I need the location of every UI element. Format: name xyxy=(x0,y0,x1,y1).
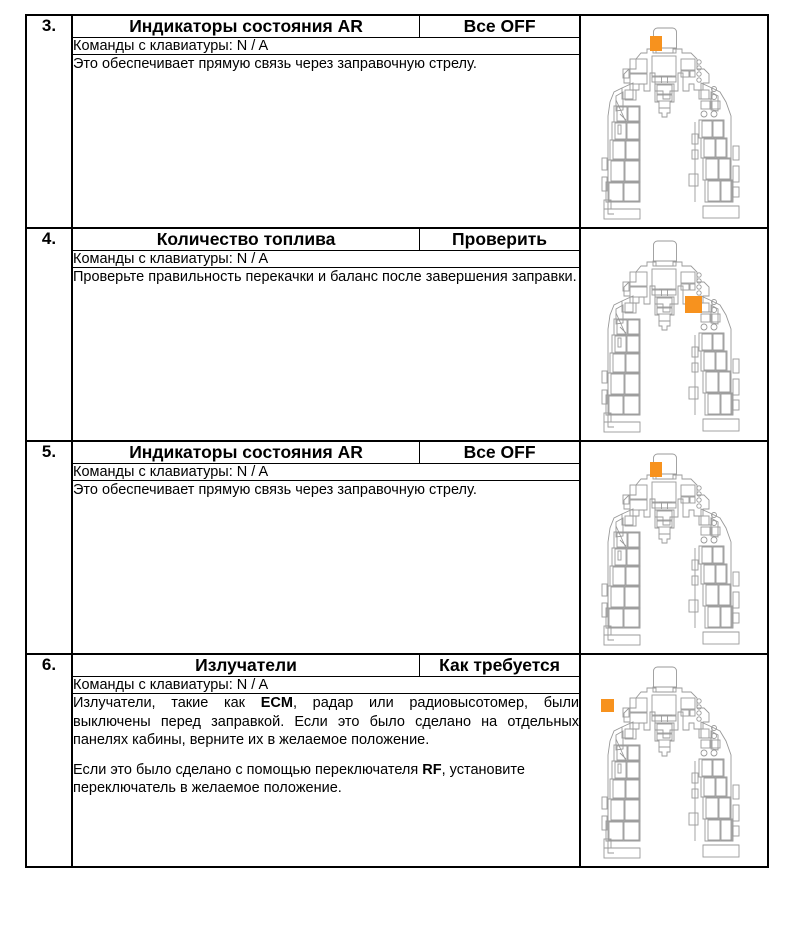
checklist-item-label: Излучатели xyxy=(73,655,420,677)
description-text xyxy=(73,694,579,798)
highlight-marker xyxy=(650,36,662,51)
table-row-4 xyxy=(26,228,768,441)
keyboard-commands-label: Команды с клавиатуры: N / A xyxy=(73,38,579,55)
row-number: 5. xyxy=(26,441,72,654)
cockpit-panel-diagram-row-3 xyxy=(589,22,759,227)
row-number: 6. xyxy=(26,654,72,867)
row-number: 4. xyxy=(26,228,72,441)
table-row-5 xyxy=(26,441,768,654)
checklist-action-label: Проверить xyxy=(420,229,579,251)
description-paragraph: Это обеспечивает прямую связь через заправочную стрелу. xyxy=(73,56,477,72)
cockpit-panel-diagram-row-4 xyxy=(589,235,759,440)
description-paragraph: Проверьте правильность перекачки и баланс после завершения заправки. xyxy=(73,269,577,285)
description-paragraph: Излучатели, такие как ECM, радар или радиовысотомер, были выключены перед заправкой. Если это было сделано на отдельных панелях кабины, верните их в желаемое положение. xyxy=(73,695,580,749)
table-row-3 xyxy=(26,15,768,228)
description-paragraph: Если это было сделано с помощью переключателя RF, установите переключатель в желаемое положение. xyxy=(73,761,525,797)
checklist-sheet xyxy=(25,14,769,919)
highlight-marker xyxy=(601,699,614,712)
highlight-marker xyxy=(685,296,702,313)
description-paragraph: Это обеспечивает прямую связь через заправочную стрелу. xyxy=(73,482,477,498)
checklist-table xyxy=(25,14,769,868)
row-body xyxy=(72,15,580,228)
row-body xyxy=(72,441,580,654)
highlight-marker xyxy=(650,462,662,477)
row-number: 3. xyxy=(26,15,72,228)
checklist-item-label: Количество топлива xyxy=(73,229,420,251)
checklist-action-label: Как требуется xyxy=(420,655,579,677)
checklist-item-label: Индикаторы состояния AR xyxy=(73,16,420,38)
description-text xyxy=(73,268,579,287)
cockpit-panel-diagram-row-6 xyxy=(589,661,759,866)
keyboard-commands-label: Команды с клавиатуры: N / A xyxy=(73,464,579,481)
row-body xyxy=(72,228,580,441)
description-text xyxy=(73,55,579,74)
checklist-action-label: Все OFF xyxy=(420,16,579,38)
description-text xyxy=(73,481,579,500)
checklist-action-label: Все OFF xyxy=(420,442,579,464)
diagram-cell xyxy=(580,441,768,654)
checklist-item-label: Индикаторы состояния AR xyxy=(73,442,420,464)
cockpit-panel-diagram-row-5 xyxy=(589,448,759,653)
diagram-cell xyxy=(580,654,768,867)
table-row-6 xyxy=(26,654,768,867)
keyboard-commands-label: Команды с клавиатуры: N / A xyxy=(73,251,579,268)
row-body xyxy=(72,654,580,867)
keyboard-commands-label: Команды с клавиатуры: N / A xyxy=(73,677,579,694)
diagram-cell xyxy=(580,228,768,441)
diagram-cell xyxy=(580,15,768,228)
